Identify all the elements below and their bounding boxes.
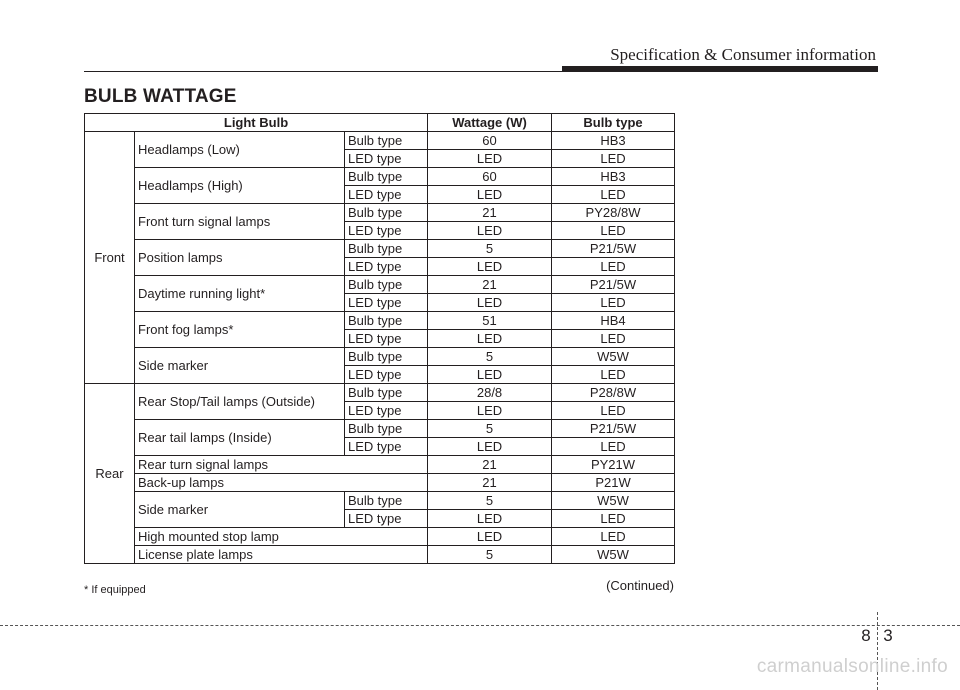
wattage-cell: 21 [428,456,552,474]
bulb-type-cell: LED [552,438,675,456]
bulb-type-cell: P21/5W [552,240,675,258]
lamp-name: Side marker [135,348,345,384]
table-row [85,312,675,330]
lamp-variant: Bulb type [345,312,428,330]
bulb-type-cell: LED [552,222,675,240]
table-row [85,528,675,546]
wattage-cell: 51 [428,312,552,330]
table-row [85,132,675,150]
page-chapter: 8 [861,626,871,645]
header-wattage: Wattage (W) [428,114,552,132]
lamp-variant: Bulb type [345,348,428,366]
lamp-variant: Bulb type [345,492,428,510]
lamp-variant: Bulb type [345,132,428,150]
lamp-name: Headlamps (Low) [135,132,345,168]
bulb-type-cell: P21/5W [552,276,675,294]
table-row [85,240,675,258]
lamp-name: Front fog lamps* [135,312,345,348]
header-rule [84,71,564,72]
table-row [85,492,675,510]
wattage-cell: LED [428,528,552,546]
lamp-name: High mounted stop lamp [135,528,428,546]
lamp-variant: LED type [345,366,428,384]
bulb-type-cell: LED [552,258,675,276]
wattage-cell: LED [428,366,552,384]
bulb-type-cell: LED [552,294,675,312]
lamp-name: Rear Stop/Tail lamps (Outside) [135,384,345,420]
bulb-type-cell: HB3 [552,168,675,186]
wattage-cell: 21 [428,474,552,492]
bulb-type-cell: W5W [552,348,675,366]
bulb-type-cell: PY21W [552,456,675,474]
table-row [85,276,675,294]
header-bulb-type: Bulb type [552,114,675,132]
wattage-cell: 21 [428,276,552,294]
table-row [85,546,675,564]
wattage-cell: LED [428,402,552,420]
wattage-cell: LED [428,438,552,456]
bulb-type-cell: P21W [552,474,675,492]
table-row [85,204,675,222]
footer-rule [0,625,960,626]
table-header-row [85,114,675,132]
lamp-variant: LED type [345,186,428,204]
lamp-name: Position lamps [135,240,345,276]
wattage-cell: 5 [428,546,552,564]
group-label: Front [85,132,135,384]
watermark: carmanualsonline.info [756,656,948,677]
wattage-cell: 60 [428,168,552,186]
wattage-cell: LED [428,258,552,276]
lamp-variant: Bulb type [345,420,428,438]
table-row [85,456,675,474]
group-label: Rear [85,384,135,564]
bulb-type-cell: LED [552,528,675,546]
lamp-name: Back-up lamps [135,474,428,492]
bulb-type-cell: W5W [552,492,675,510]
bulb-type-cell: LED [552,366,675,384]
wattage-cell: 5 [428,492,552,510]
bulb-type-cell: P28/8W [552,384,675,402]
lamp-variant: LED type [345,402,428,420]
bulb-type-cell: HB3 [552,132,675,150]
lamp-variant: Bulb type [345,168,428,186]
page-divider [877,612,878,690]
table-row [85,384,675,402]
wattage-cell: 21 [428,204,552,222]
wattage-cell: LED [428,330,552,348]
continued-label: (Continued) [606,578,674,593]
lamp-variant: Bulb type [345,240,428,258]
wattage-cell: 5 [428,240,552,258]
lamp-name: License plate lamps [135,546,428,564]
bulb-type-cell: W5W [552,546,675,564]
wattage-cell: LED [428,510,552,528]
bulb-type-cell: LED [552,330,675,348]
bulb-type-cell: LED [552,402,675,420]
bulb-type-cell: LED [552,510,675,528]
header-title: Specification & Consumer information [610,45,876,64]
header-light-bulb: Light Bulb [85,114,428,132]
bulb-type-cell: LED [552,186,675,204]
table-row [85,420,675,438]
lamp-variant: LED type [345,330,428,348]
section-title: BULB WATTAGE [84,86,237,107]
lamp-name: Side marker [135,492,345,528]
lamp-variant: Bulb type [345,384,428,402]
lamp-name: Daytime running light* [135,276,345,312]
lamp-variant: LED type [345,222,428,240]
lamp-variant: LED type [345,438,428,456]
lamp-variant: LED type [345,150,428,168]
lamp-variant: Bulb type [345,276,428,294]
wattage-cell: 60 [428,132,552,150]
lamp-variant: Bulb type [345,204,428,222]
wattage-cell: 5 [428,348,552,366]
lamp-variant: LED type [345,510,428,528]
bulb-type-cell: P21/5W [552,420,675,438]
header-rule-accent [562,66,878,72]
page-number [855,626,899,646]
wattage-cell: LED [428,294,552,312]
wattage-cell: LED [428,150,552,168]
lamp-name: Rear turn signal lamps [135,456,428,474]
bulb-type-cell: LED [552,150,675,168]
lamp-variant: LED type [345,294,428,312]
wattage-cell: LED [428,222,552,240]
bulb-type-cell: HB4 [552,312,675,330]
page-num: 3 [883,626,893,645]
table-row [85,168,675,186]
wattage-cell: LED [428,186,552,204]
wattage-cell: 5 [428,420,552,438]
table-row [85,474,675,492]
lamp-name: Rear tail lamps (Inside) [135,420,345,456]
lamp-name: Front turn signal lamps [135,204,345,240]
lamp-name: Headlamps (High) [135,168,345,204]
lamp-variant: LED type [345,258,428,276]
bulb-type-cell: PY28/8W [552,204,675,222]
table-body [85,132,675,564]
table-row [85,348,675,366]
bulb-wattage-table [84,113,675,564]
footnote: * If equipped [84,584,146,596]
wattage-cell: 28/8 [428,384,552,402]
